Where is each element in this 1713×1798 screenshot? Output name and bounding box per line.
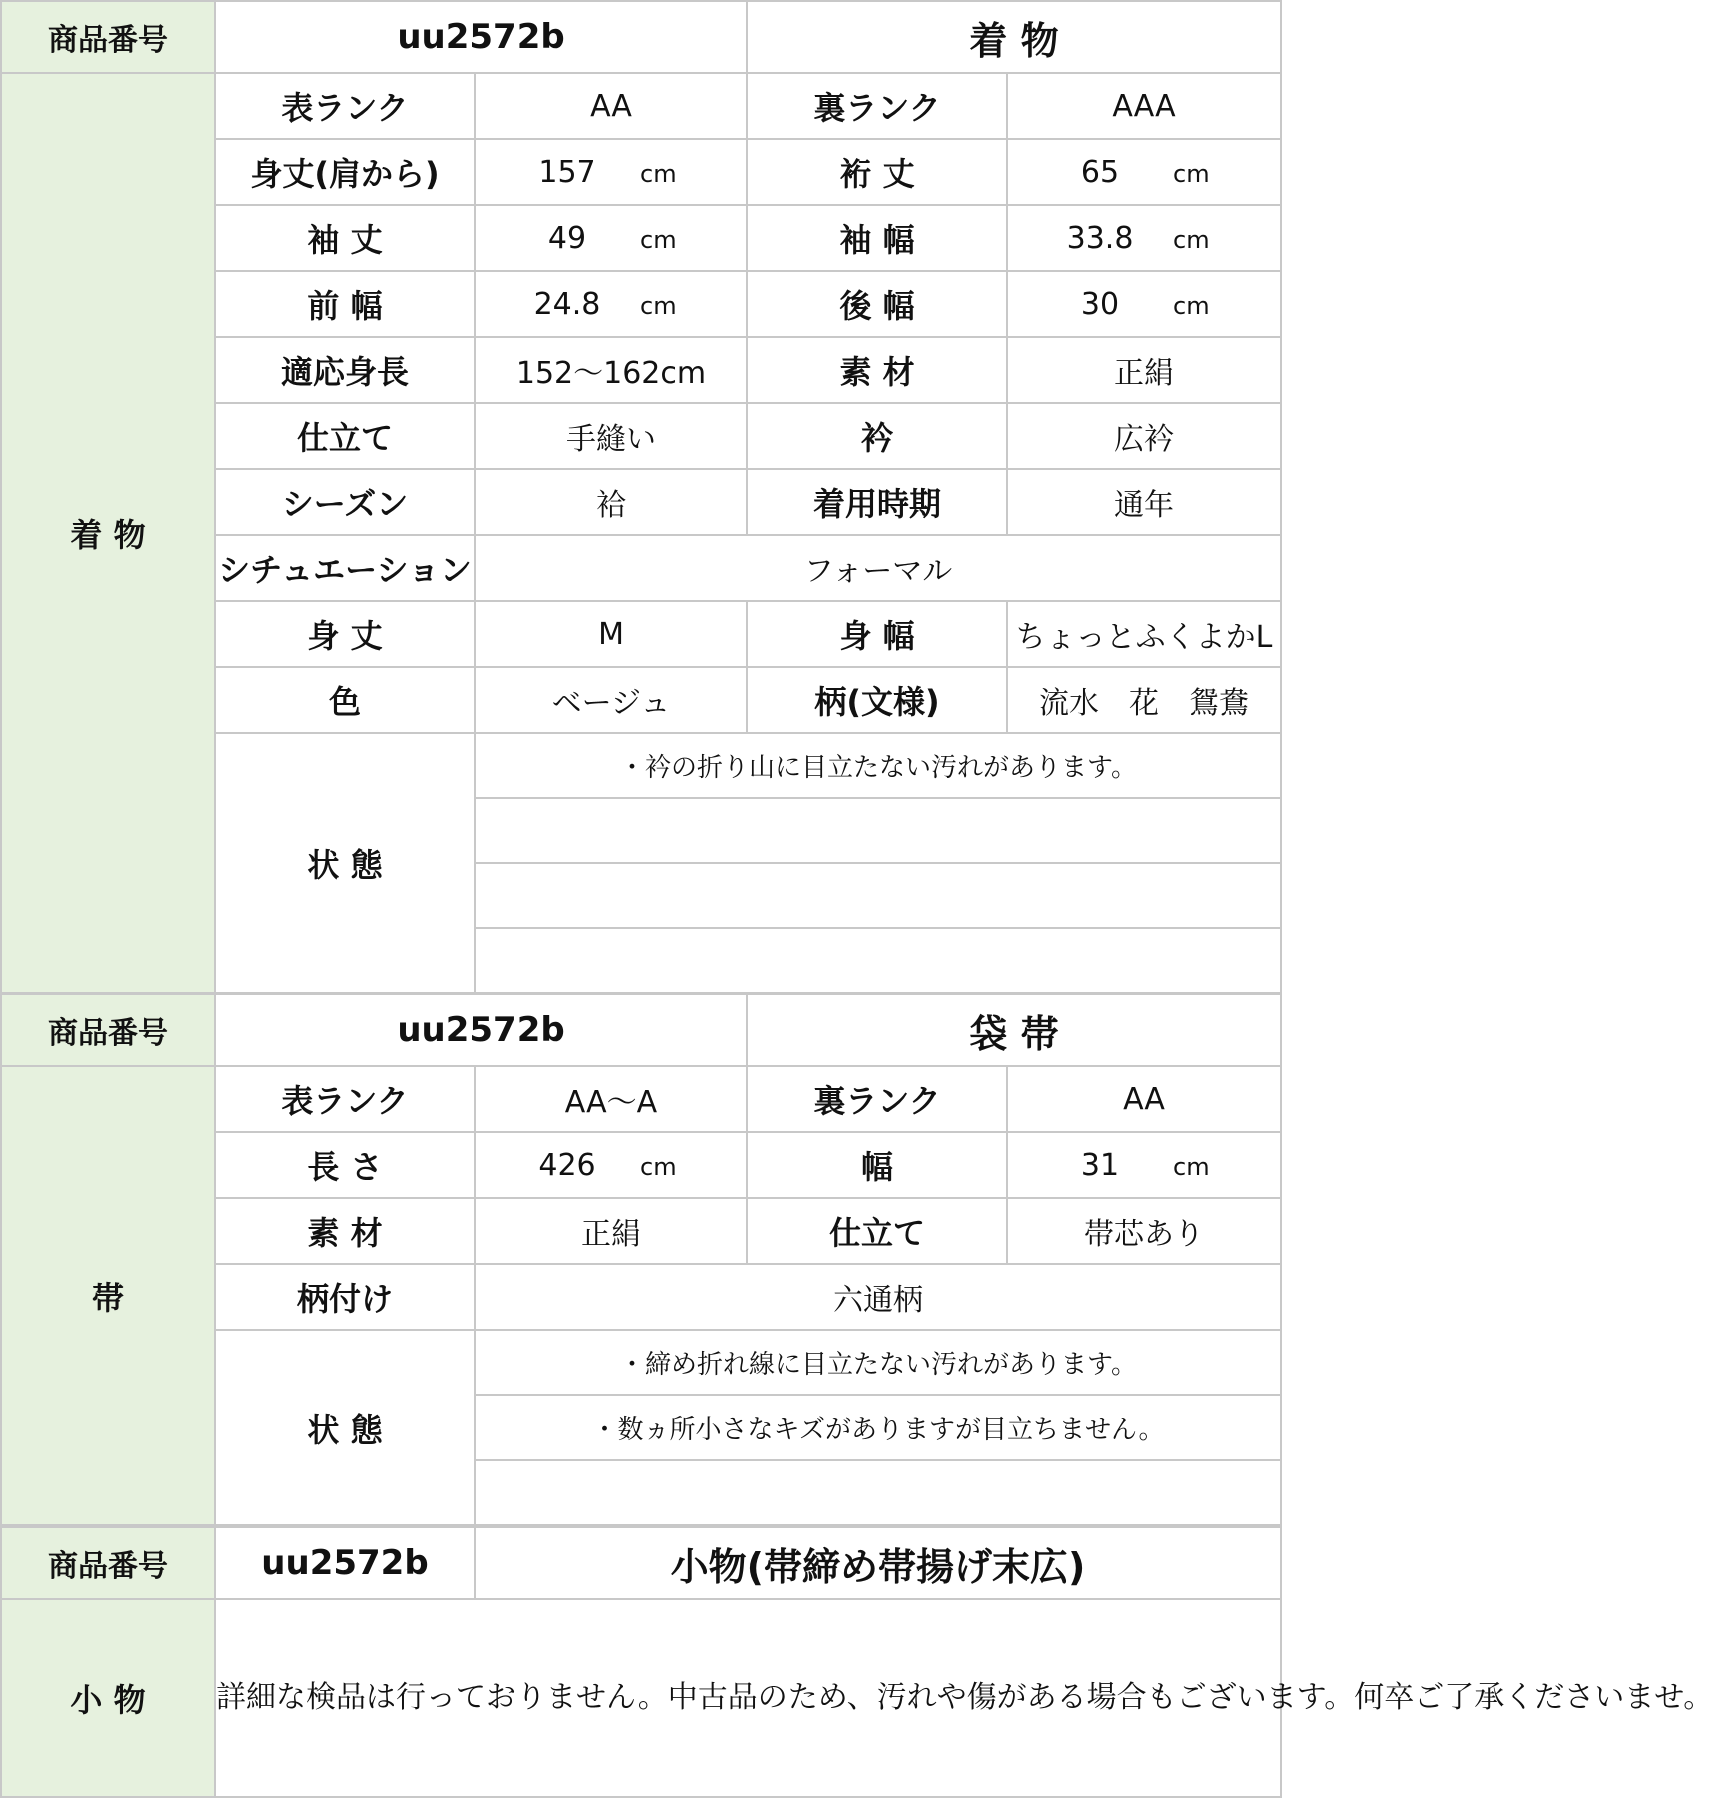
- body-length-label: 身丈(肩から): [215, 139, 475, 205]
- komono-section-label: 小 物: [1, 1599, 215, 1797]
- komono-spec-table: [0, 1526, 1713, 1798]
- material-label: 素 材: [747, 337, 1007, 403]
- obi-tailoring-value: 帯芯あり: [1007, 1198, 1281, 1264]
- situation-value: フォーマル: [475, 535, 1281, 601]
- obi-front-rank-value: AA〜A: [475, 1066, 747, 1132]
- obi-condition-label: 状 態: [215, 1330, 475, 1525]
- tailoring-value: 手縫い: [475, 403, 747, 469]
- kimono-condition-note: [475, 798, 1281, 863]
- komono-code-label: 商品番号: [1, 1527, 215, 1599]
- obi-length-value: 426 cm: [475, 1132, 747, 1198]
- sleeve-length-value: 49 cm: [475, 205, 747, 271]
- obi-length-label: 長 さ: [215, 1132, 475, 1198]
- sleeve-width-value: 33.8 cm: [1007, 205, 1281, 271]
- komono-body-row: [1, 1599, 1281, 1797]
- obi-condition-note: [475, 1460, 1281, 1525]
- sleeve-width-label: 袖 幅: [747, 205, 1007, 271]
- obi-pattern-label: 柄付け: [215, 1264, 475, 1330]
- kimono-condition-note: [475, 928, 1281, 993]
- front-width-label: 前 幅: [215, 271, 475, 337]
- kimono-condition-label: 状 態: [215, 733, 475, 993]
- kimono-condition-note: [475, 863, 1281, 928]
- sleeve-reach-label: 裄 丈: [747, 139, 1007, 205]
- season-value: 袷: [475, 469, 747, 535]
- fit-height-label: 適応身長: [215, 337, 475, 403]
- front-width-value: 24.8 cm: [475, 271, 747, 337]
- pattern-value: 流水 花 鴛鴦: [1007, 667, 1281, 733]
- wear-period-value: 通年: [1007, 469, 1281, 535]
- tailoring-label: 仕立て: [215, 403, 475, 469]
- back-width-value: 30 cm: [1007, 271, 1281, 337]
- size-length-value: M: [475, 601, 747, 667]
- back-rank-value: AAA: [1007, 73, 1281, 139]
- kimono-row-rank: [1, 73, 1281, 139]
- obi-pattern-value: 六通柄: [475, 1264, 1281, 1330]
- kimono-section-title: 着 物: [747, 1, 1281, 73]
- obi-tailoring-label: 仕立て: [747, 1198, 1007, 1264]
- pattern-label: 柄(文様): [747, 667, 1007, 733]
- kimono-header-row: [1, 1, 1281, 73]
- season-label: シーズン: [215, 469, 475, 535]
- obi-section-label: 帯: [1, 1066, 215, 1525]
- color-value: ベージュ: [475, 667, 747, 733]
- obi-code-label: 商品番号: [1, 994, 215, 1066]
- obi-condition-note: ・締め折れ線に目立たない汚れがあります。: [475, 1330, 1281, 1395]
- situation-label: シチュエーション: [215, 535, 475, 601]
- body-length-value: 157 cm: [475, 139, 747, 205]
- size-width-value: ちょっとふくよかL: [1007, 601, 1281, 667]
- collar-value: 広衿: [1007, 403, 1281, 469]
- sleeve-length-label: 袖 丈: [215, 205, 475, 271]
- kimono-code-label: 商品番号: [1, 1, 215, 73]
- back-width-label: 後 幅: [747, 271, 1007, 337]
- kimono-condition-note: ・衿の折り山に目立たない汚れがあります。: [475, 733, 1281, 798]
- obi-condition-note: ・数ヵ所小さなキズがありますが目立ちません。: [475, 1395, 1281, 1460]
- kimono-spec-table: [0, 0, 1282, 994]
- obi-width-label: 幅: [747, 1132, 1007, 1198]
- front-rank-value: AA: [475, 73, 747, 139]
- obi-back-rank-value: AA: [1007, 1066, 1281, 1132]
- material-value: 正絹: [1007, 337, 1281, 403]
- obi-header-row: [1, 994, 1281, 1066]
- obi-back-rank-label: 裏ランク: [747, 1066, 1007, 1132]
- obi-row-rank: [1, 1066, 1281, 1132]
- fit-height-value: 152〜162cm: [475, 337, 747, 403]
- size-length-label: 身 丈: [215, 601, 475, 667]
- obi-section-title: 袋 帯: [747, 994, 1281, 1066]
- kimono-section-label: 着 物: [1, 73, 215, 993]
- size-width-label: 身 幅: [747, 601, 1007, 667]
- obi-material-label: 素 材: [215, 1198, 475, 1264]
- komono-section-title: 小物(帯締め帯揚げ末広): [475, 1527, 1281, 1599]
- collar-label: 衿: [747, 403, 1007, 469]
- komono-note: 詳細な検品は行っておりません。中古品のため、汚れや傷がある場合もございます。何卒ご了承くださいませ。: [215, 1599, 1281, 1797]
- front-rank-label: 表ランク: [215, 73, 475, 139]
- wear-period-label: 着用時期: [747, 469, 1007, 535]
- back-rank-label: 裏ランク: [747, 73, 1007, 139]
- obi-material-value: 正絹: [475, 1198, 747, 1264]
- sleeve-reach-value: 65 cm: [1007, 139, 1281, 205]
- obi-product-code: uu2572b: [215, 994, 747, 1066]
- komono-header-row: [1, 1527, 1281, 1599]
- komono-product-code: uu2572b: [215, 1527, 475, 1599]
- obi-front-rank-label: 表ランク: [215, 1066, 475, 1132]
- color-label: 色: [215, 667, 475, 733]
- kimono-product-code: uu2572b: [215, 1, 747, 73]
- obi-spec-table: [0, 993, 1282, 1526]
- obi-width-value: 31 cm: [1007, 1132, 1281, 1198]
